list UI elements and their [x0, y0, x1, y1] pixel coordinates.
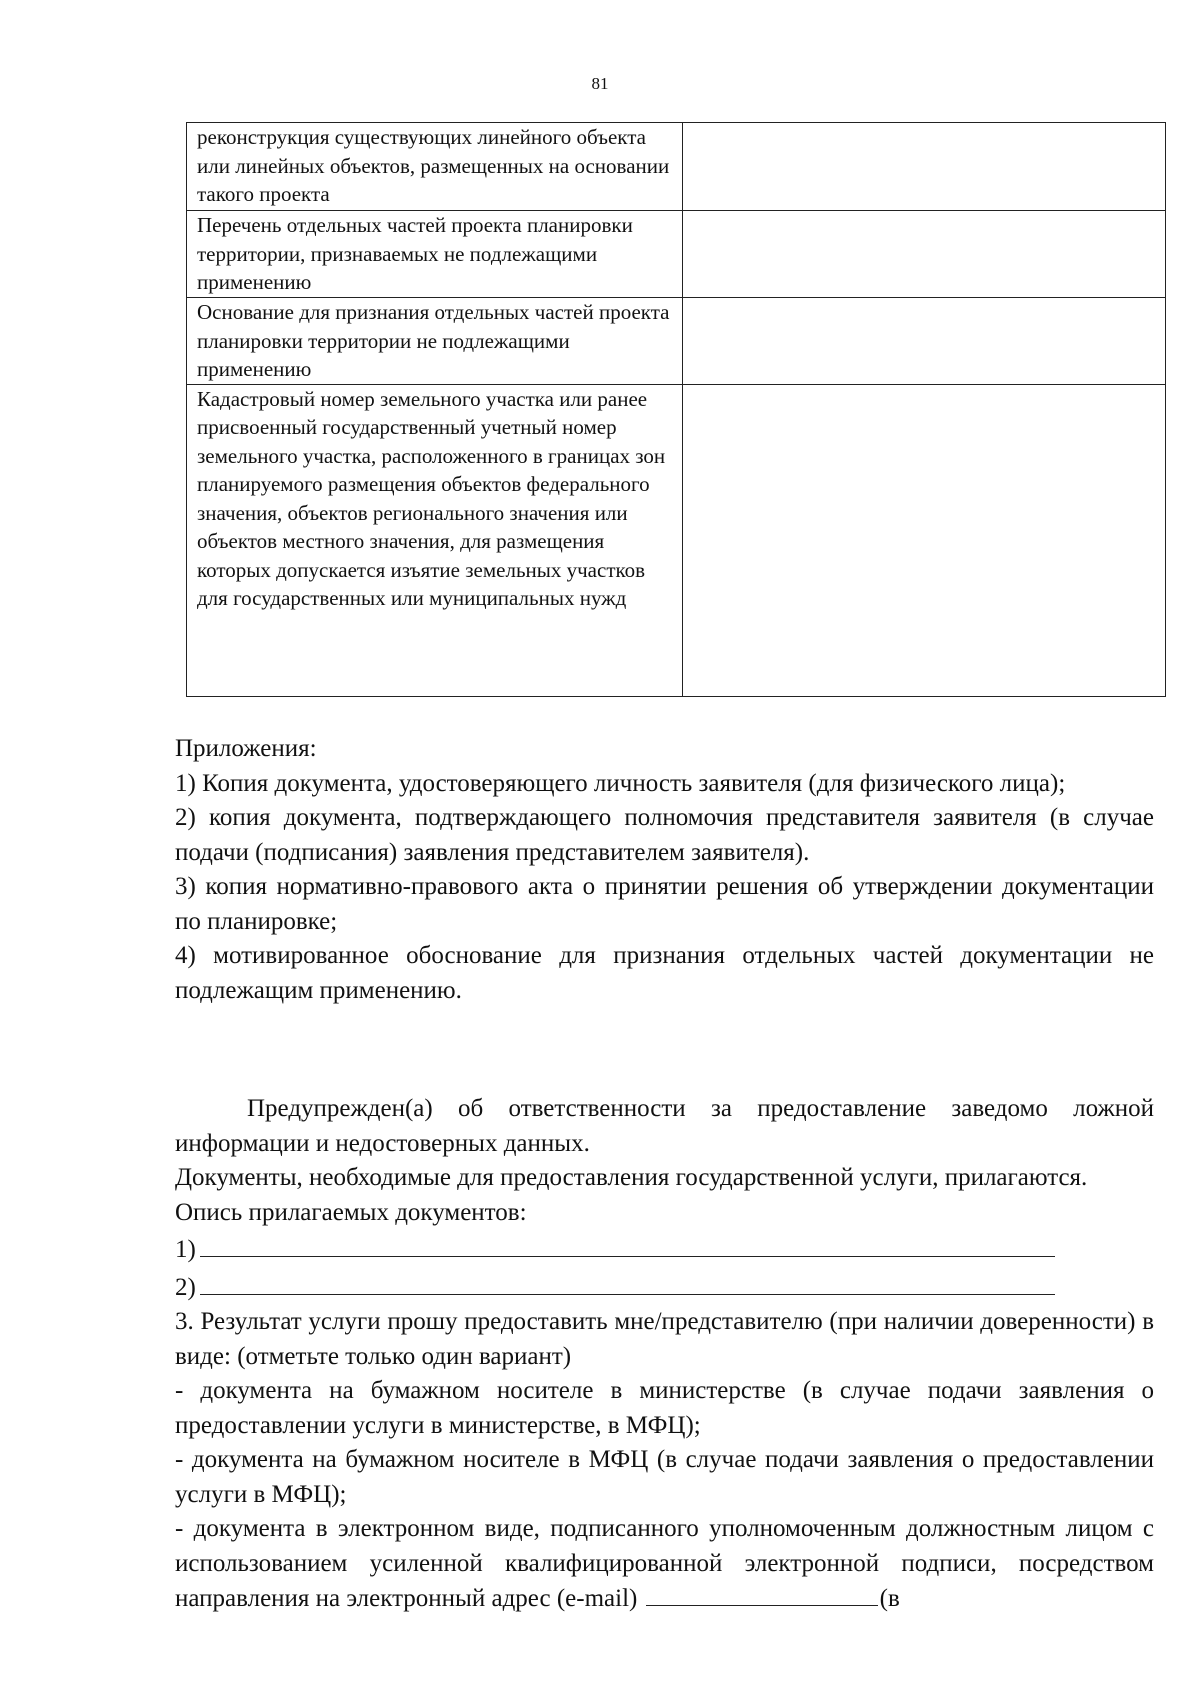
attachment-item: 2) копия документа, подтверждающего полномочия представителя заявителя (в случае подачи (подписания) заявления представителем заявителя). [175, 804, 1154, 866]
inventory-blank-field[interactable] [200, 1230, 1055, 1257]
result-option-electronic-tail: (в [879, 1585, 900, 1612]
attachment-item: 4) мотивированное обоснование для признания отдельных частей документации не подлежащим применению. [175, 942, 1154, 1004]
table-cell-label: Перечень отдельных частей проекта планировки территории, признаваемых не подлежащими применению [187, 211, 683, 298]
declaration-section [175, 1092, 1154, 1617]
email-blank-field[interactable] [646, 1581, 878, 1606]
table-cell-value[interactable] [683, 211, 1166, 298]
table-row [187, 123, 1166, 211]
form-table [186, 122, 1166, 697]
table-cell-label: Кадастровый номер земельного участка или ранее присвоенный государственный учетный номер земельного участка, расположенного в границах зон планируемого размещения объектов федерального значения, объектов регионального значения или объектов местного значения, для размещения которых допускается изъятие земельных участков для государственных или муниципальных нужд [187, 384, 683, 696]
page-number: 81 [591, 74, 609, 93]
result-intro: 3. Результат услуги прошу предоставить мне/представителю (при наличии доверенности) в виде: (отметьте только один вариант) [175, 1308, 1154, 1370]
table-row [187, 211, 1166, 298]
attachments-heading: Приложения: [175, 735, 317, 762]
table-row [187, 298, 1166, 385]
attachment-item: 1) Копия документа, удостоверяющего личность заявителя (для физического лица); [175, 769, 1066, 797]
inventory-line-2 [175, 1268, 1154, 1306]
result-option-electronic-text: - документа в электронном виде, подписанного уполномоченным должностным лицом с использованием усиленной квалифицированной электронной подписи, посредством направления на электронный адрес (e-mail) [175, 1515, 1154, 1612]
table-row [187, 384, 1166, 696]
table-cell-value[interactable] [683, 123, 1166, 211]
documents-attached-text: Документы, необходимые для предоставления государственной услуги, прилагаются. [175, 1164, 1088, 1191]
result-option-paper-ministry[interactable]: - документа на бумажном носителе в министерстве (в случае подачи заявления о предоставлении услуги в министерстве, в МФЦ); [175, 1377, 1154, 1439]
inventory-blank-field[interactable] [200, 1268, 1055, 1295]
inventory-line-1 [175, 1230, 1154, 1268]
table-cell-label: реконструкция существующих линейного объекта или линейных объектов, размещенных на основании такого проекта [187, 123, 683, 211]
inventory-line-number: 2) [175, 1273, 196, 1301]
result-option-paper-mfc[interactable]: - документа на бумажном носителе в МФЦ (в случае подачи заявления о предоставлении услуги в МФЦ); [175, 1446, 1154, 1508]
attachments-section [175, 732, 1154, 1008]
inventory-heading: Опись прилагаемых документов: [175, 1198, 527, 1226]
table-cell-value[interactable] [683, 384, 1166, 696]
inventory-line-number: 1) [175, 1236, 196, 1263]
table-cell-label: Основание для признания отдельных частей проекта планировки территории не подлежащими применению [187, 298, 683, 385]
result-option-electronic[interactable] [175, 1512, 1154, 1617]
attachment-item: 3) копия нормативно-правового акта о принятии решения об утверждении документации по планировке; [175, 873, 1154, 935]
warning-text: Предупрежден(а) об ответственности за предоставление заведомо ложной информации и недостоверных данных. [175, 1095, 1154, 1157]
table-cell-value[interactable] [683, 298, 1166, 385]
